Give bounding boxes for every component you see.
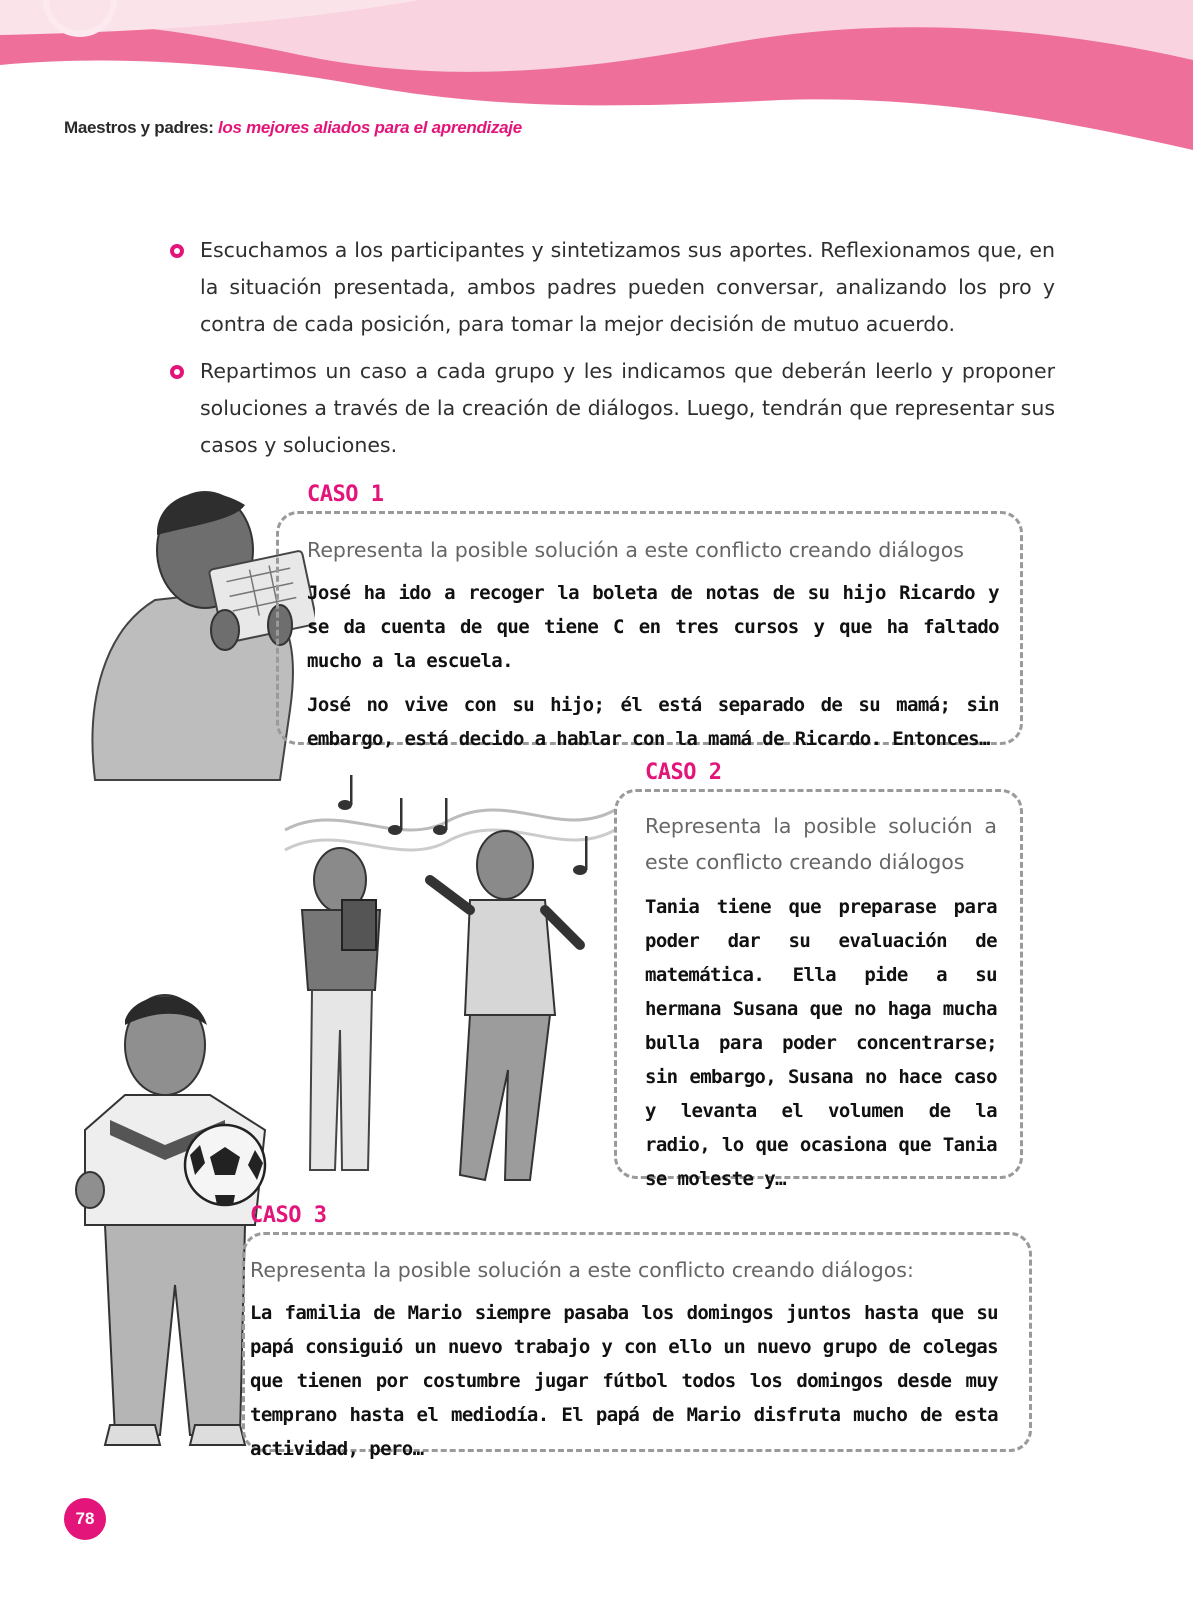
case-2-paragraph: Tania tiene que preparase para poder dar su evaluación de matemática. Ella pide a su hermana Susana que no haga mucha bulla para poder concentrarse; sin embargo, Susana no hace caso y levanta el volumen de la radio, lo que ocasiona que Tania se moleste y… — [645, 896, 997, 1190]
case-1-title: CASO 1 — [307, 482, 384, 507]
soccer-ball-icon — [185, 1125, 265, 1205]
list-item — [170, 353, 1055, 464]
list-item-text: Repartimos un caso a cada grupo y les indicamos que deberán leerlo y proponer soluciones a través de la creación de diálogos. Luego, tendrán que representar sus casos y soluciones. — [200, 359, 1055, 457]
case-2-text — [645, 890, 997, 1206]
case-3-text — [250, 1296, 998, 1476]
case-1-paragraph: José ha ido a recoger la boleta de notas de su hijo Ricardo y se da cuenta de que tiene C en tres cursos y que ha faltado mucho a la escuela. — [307, 582, 999, 672]
case-2-title: CASO 2 — [645, 760, 722, 785]
series-subtitle: los mejores aliados para el aprendizaje — [218, 118, 522, 137]
case-3-paragraph: La familia de Mario siempre pasaba los domingos juntos hasta que su papá consiguió un nuevo trabajo y con ello un nuevo grupo de colegas que tienen por costumbre jugar fútbol todos los domingos desde muy temprano hasta el mediodía. El papá de Mario disfruta mucho de esta actividad, pero… — [250, 1302, 998, 1460]
sisters-with-music-illustration — [280, 770, 620, 1200]
case-2-instruction: Representa la posible solución a este conflicto creando diálogos — [645, 814, 997, 874]
list-item-text: Escuchamos a los participantes y sintetizamos sus aportes. Reflexionamos que, en la situación presentada, ambos padres pueden conversar, analizando los pro y contra de cada posición, para tomar la mejor decisión de mutuo acuerdo. — [200, 238, 1055, 336]
case-1-text — [307, 576, 999, 766]
case-3-title: CASO 3 — [250, 1203, 327, 1228]
instruction-list — [170, 232, 1055, 474]
case-3-instruction: Representa la posible solución a este conflicto creando diálogos: — [250, 1258, 914, 1282]
case-1-paragraph: José no vive con su hijo; él está separado de su mamá; sin embargo, está decido a hablar con la mamá de Ricardo. Entonces… — [307, 694, 999, 750]
running-head — [64, 118, 522, 138]
page-number: 78 — [64, 1498, 106, 1540]
series-title: Maestros y padres: — [64, 118, 214, 137]
list-item — [170, 232, 1055, 343]
case-1-instruction: Representa la posible solución a este conflicto creando diálogos — [307, 538, 964, 562]
bullet-icon — [170, 365, 184, 379]
bullet-icon — [170, 244, 184, 258]
